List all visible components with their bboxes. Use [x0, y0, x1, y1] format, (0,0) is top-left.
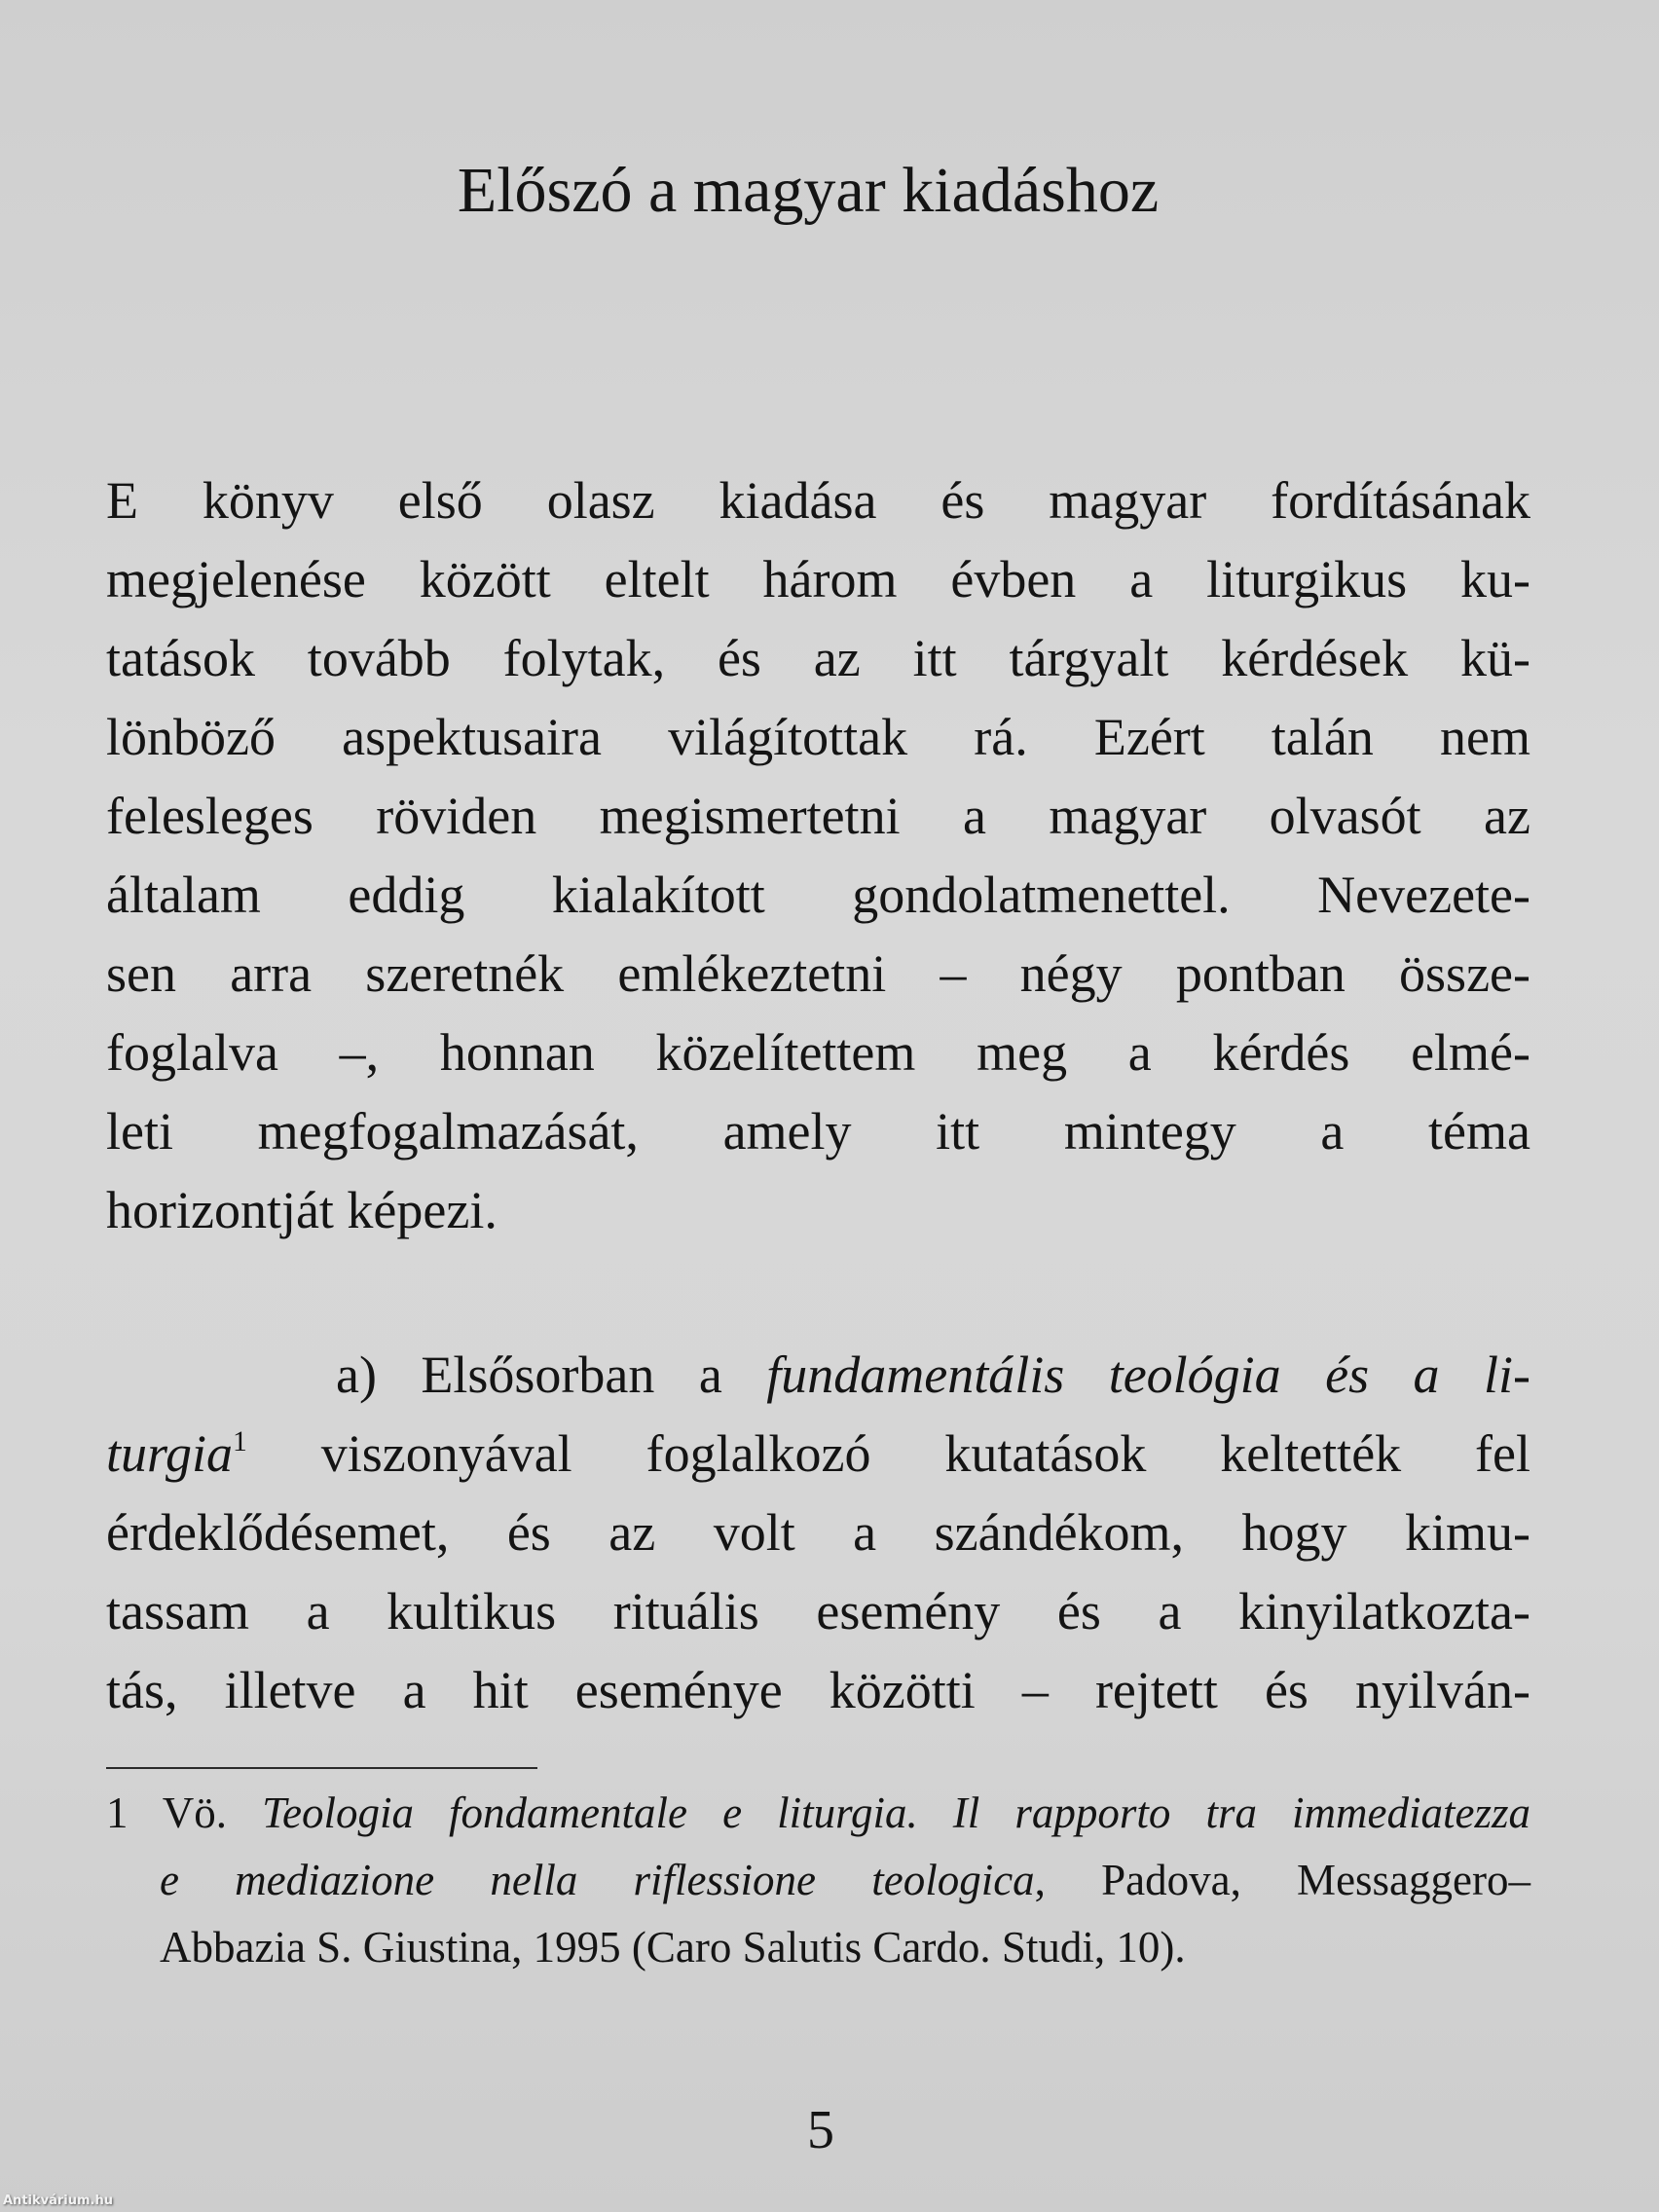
text-line	[106, 856, 1530, 935]
text-segment: foglalva –, honnan közelítettem meg a kérdés elmé-	[106, 1023, 1530, 1082]
paragraph-a	[106, 1336, 1530, 1730]
italic-text: e mediazione nella riflessione teologica	[160, 1856, 1035, 1904]
text-line	[106, 619, 1530, 698]
page-number: 5	[807, 2100, 834, 2160]
text-segment: tassam a kultikus rituális esemény és a kinyilatkozta-	[106, 1582, 1530, 1641]
text-segment: Abbazia S. Giustina, 1995 (Caro Salutis Cardo. Studi, 10).	[160, 1923, 1186, 1972]
footnote-ref[interactable]: 1	[233, 1426, 247, 1458]
text-line	[106, 1651, 1530, 1730]
text-line	[106, 1014, 1530, 1092]
text-line	[106, 1572, 1530, 1651]
text-line	[106, 1493, 1530, 1572]
text-segment: , Padova, Messaggero–	[1034, 1856, 1530, 1904]
text-line	[106, 1847, 1530, 1914]
text-segment: sen arra szeretnék emlékeztetni – négy pontban össze-	[106, 944, 1530, 1003]
chapter-title: Előszó a magyar kiadáshoz	[457, 155, 1160, 226]
text-segment: érdeklődésemet, és az volt a szándékom, hogy kimu-	[106, 1503, 1530, 1562]
text-line	[106, 1092, 1530, 1171]
text-segment: E könyv első olasz kiadása és magyar fordításának	[106, 471, 1530, 530]
text-line	[106, 1336, 1530, 1415]
text-segment: horizontját képezi.	[106, 1181, 498, 1239]
text-line	[106, 1415, 1530, 1493]
paragraph-intro	[106, 461, 1530, 1250]
italic-text: fundamentális teológia és a li-	[766, 1346, 1530, 1404]
text-segment: 1 Vö.	[106, 1788, 263, 1837]
text-line	[106, 935, 1530, 1014]
text-line	[106, 777, 1530, 856]
text-line	[106, 1780, 1530, 1847]
italic-text: Teologia fondamentale e liturgia. Il rapporto tra immediatezza	[262, 1788, 1531, 1837]
text-segment: a) Elsősorban a	[336, 1346, 767, 1404]
footnote-divider	[106, 1767, 537, 1769]
text-segment: leti megfogalmazását, amely itt mintegy a téma	[106, 1102, 1530, 1161]
text-segment: megjelenése között eltelt három évben a liturgikus ku-	[106, 550, 1530, 608]
text-line	[106, 1914, 1530, 1981]
footnote	[106, 1780, 1530, 1981]
italic-text: turgia	[106, 1424, 234, 1483]
text-segment: lönböző aspektusaira világítottak rá. Ezért talán nem	[106, 708, 1530, 766]
text-segment: tás, illetve a hit eseménye közötti – rejtett és nyilván-	[106, 1661, 1530, 1719]
text-line	[106, 698, 1530, 777]
watermark: Antikvárium.hu	[3, 2194, 113, 2208]
text-segment: viszonyával foglalkozó kutatások keltették fel	[246, 1424, 1530, 1483]
text-line	[106, 1171, 1530, 1250]
text-line	[106, 461, 1530, 540]
text-line	[106, 540, 1530, 619]
text-segment: felesleges röviden megismertetni a magyar olvasót az	[106, 787, 1530, 845]
text-segment: tatások tovább folytak, és az itt tárgyalt kérdések kü-	[106, 629, 1530, 687]
text-segment: általam eddig kialakított gondolatmenettel. Nevezete-	[106, 866, 1530, 924]
